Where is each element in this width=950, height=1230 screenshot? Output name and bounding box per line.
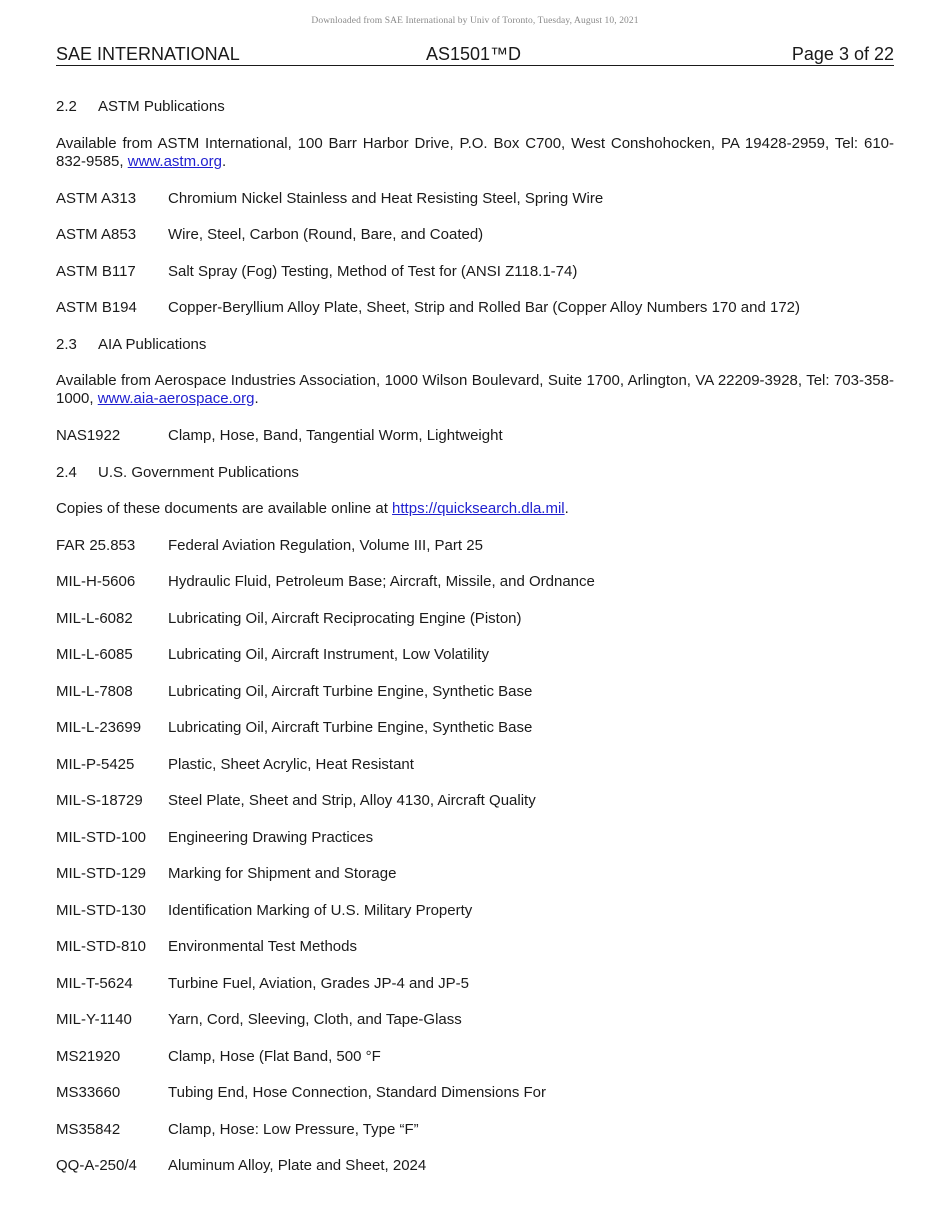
download-watermark: Downloaded from SAE International by Univ of Toronto, Tuesday, August 10, 2021 xyxy=(311,16,639,26)
reference-code: MIL-Y-1140 xyxy=(56,1011,132,1028)
reference-title: Lubricating Oil, Aircraft Turbine Engine, Synthetic Base xyxy=(168,682,533,700)
reference-title: Yarn, Cord, Sleeving, Cloth, and Tape-Glass xyxy=(168,1011,462,1028)
reference-item xyxy=(56,1157,894,1175)
reference-item xyxy=(56,1011,894,1029)
section-number: 2.2 xyxy=(56,98,77,115)
header-organization: SAE INTERNATIONAL xyxy=(56,44,240,64)
section-heading-aia xyxy=(56,336,894,354)
reference-title: Environmental Test Methods xyxy=(168,938,357,955)
section-number: 2.4 xyxy=(56,463,77,481)
reference-item xyxy=(56,756,894,774)
reference-item xyxy=(56,719,894,737)
reference-title: Plastic, Sheet Acrylic, Heat Resistant xyxy=(168,755,414,773)
section-number: 2.3 xyxy=(56,335,77,353)
reference-title: Engineering Drawing Practices xyxy=(168,828,374,846)
reference-title: Lubricating Oil, Aircraft Turbine Engine, Synthetic Base xyxy=(168,719,533,736)
section-title: AIA Publications xyxy=(98,335,207,353)
trailing-period: . xyxy=(254,390,259,407)
reference-title: Aluminum Alloy, Plate and Sheet, 2024 xyxy=(168,1157,427,1174)
astm-availability-paragraph xyxy=(56,135,894,171)
quicksearch-link[interactable]: https://quicksearch.dla.mil xyxy=(392,500,565,517)
reference-code: MIL-STD-810 xyxy=(56,938,147,955)
reference-item xyxy=(56,226,894,244)
section-heading-us-government xyxy=(56,464,894,482)
reference-title: Salt Spray (Fog) Testing, Method of Test for (ANSI Z118.1-74) xyxy=(168,262,578,280)
reference-title: Federal Aviation Regulation, Volume III, Part 25 xyxy=(168,536,483,554)
reference-title: Lubricating Oil, Aircraft Reciprocating Engine (Piston) xyxy=(168,609,522,627)
reference-item xyxy=(56,1084,894,1102)
reference-code: MS35842 xyxy=(56,1120,121,1138)
reference-title: Clamp, Hose, Band, Tangential Worm, Lightweight xyxy=(168,427,503,444)
reference-item xyxy=(56,299,894,317)
reference-title: Chromium Nickel Stainless and Heat Resisting Steel, Spring Wire xyxy=(168,189,604,207)
reference-code: MIL-STD-100 xyxy=(56,828,147,846)
section-title: ASTM Publications xyxy=(98,98,225,115)
reference-item xyxy=(56,829,894,847)
reference-code: MIL-H-5606 xyxy=(56,573,136,590)
aia-website-link[interactable]: www.aia-aerospace.org xyxy=(97,390,255,407)
availability-text: Available from Aerospace Industries Association, 1000 Wilson Boulevard, Suite 1700, Arlington, VA 22209-3928, Tel: 703-358-1000, xyxy=(56,372,894,407)
reference-item xyxy=(56,427,894,445)
usgov-reference-list xyxy=(56,537,894,1176)
reference-code: MIL-STD-130 xyxy=(56,901,147,919)
reference-code: MIL-L-23699 xyxy=(56,719,142,736)
header-document-number: AS1501™D xyxy=(426,44,522,64)
reference-code: ASTM A313 xyxy=(56,189,137,207)
reference-code: MIL-STD-129 xyxy=(56,865,147,882)
reference-item xyxy=(56,263,894,281)
reference-title: Clamp, Hose (Flat Band, 500 °F xyxy=(168,1047,381,1065)
reference-title: Lubricating Oil, Aircraft Instrument, Low Volatility xyxy=(168,646,489,663)
reference-title: Marking for Shipment and Storage xyxy=(168,865,397,882)
astm-reference-list xyxy=(56,190,894,318)
page-header xyxy=(56,43,894,66)
document-body xyxy=(56,98,894,1194)
reference-code: QQ-A-250/4 xyxy=(56,1157,137,1174)
reference-title: Copper-Beryllium Alloy Plate, Sheet, Strip and Rolled Bar (Copper Alloy Numbers 170 and 172) xyxy=(168,299,800,316)
reference-title: Wire, Steel, Carbon (Round, Bare, and Coated) xyxy=(168,226,484,243)
reference-item xyxy=(56,1048,894,1066)
reference-code: ASTM B194 xyxy=(56,299,137,316)
reference-code: MIL-L-6085 xyxy=(56,646,133,663)
section-heading-astm xyxy=(56,98,894,116)
reference-item xyxy=(56,646,894,664)
aia-reference-list xyxy=(56,427,894,445)
reference-item xyxy=(56,902,894,920)
section-title: U.S. Government Publications xyxy=(98,463,299,481)
reference-code: MIL-T-5624 xyxy=(56,974,133,992)
availability-text: Copies of these documents are available online at xyxy=(56,500,393,517)
reference-item xyxy=(56,190,894,208)
reference-title: Steel Plate, Sheet and Strip, Alloy 4130, Aircraft Quality xyxy=(168,792,536,809)
reference-code: MIL-L-6082 xyxy=(56,609,133,627)
reference-code: MIL-P-5425 xyxy=(56,755,135,773)
reference-code: ASTM B117 xyxy=(56,262,136,280)
reference-item xyxy=(56,865,894,883)
astm-website-link[interactable]: www.astm.org xyxy=(127,152,222,170)
reference-code: FAR 25.853 xyxy=(56,536,136,554)
reference-title: Turbine Fuel, Aviation, Grades JP-4 and JP-5 xyxy=(168,974,469,992)
reference-code: NAS1922 xyxy=(56,427,121,444)
reference-code: MS33660 xyxy=(56,1084,121,1101)
reference-item xyxy=(56,938,894,956)
reference-item xyxy=(56,1121,894,1139)
reference-item xyxy=(56,683,894,701)
reference-title: Tubing End, Hose Connection, Standard Dimensions For xyxy=(168,1084,546,1101)
reference-item xyxy=(56,537,894,555)
reference-code: MIL-S-18729 xyxy=(56,792,143,809)
reference-item xyxy=(56,573,894,591)
usgov-availability-paragraph xyxy=(56,500,894,518)
aia-availability-paragraph xyxy=(56,372,894,408)
availability-text: Available from ASTM International, 100 Barr Harbor Drive, P.O. Box C700, West Conshohocken, PA 19428-2959, Tel: 610-832-9585, xyxy=(56,134,894,170)
reference-title: Identification Marking of U.S. Military Property xyxy=(168,901,473,919)
reference-item xyxy=(56,975,894,993)
reference-item xyxy=(56,792,894,810)
trailing-period: . xyxy=(221,152,227,170)
reference-code: ASTM A853 xyxy=(56,226,137,243)
reference-code: MS21920 xyxy=(56,1047,121,1065)
reference-title: Hydraulic Fluid, Petroleum Base; Aircraft, Missile, and Ordnance xyxy=(168,573,595,590)
trailing-period: . xyxy=(564,500,569,517)
reference-title: Clamp, Hose: Low Pressure, Type “F” xyxy=(168,1120,419,1138)
reference-code: MIL-L-7808 xyxy=(56,682,133,700)
reference-item xyxy=(56,610,894,628)
header-page-number: Page 3 of 22 xyxy=(791,44,894,64)
